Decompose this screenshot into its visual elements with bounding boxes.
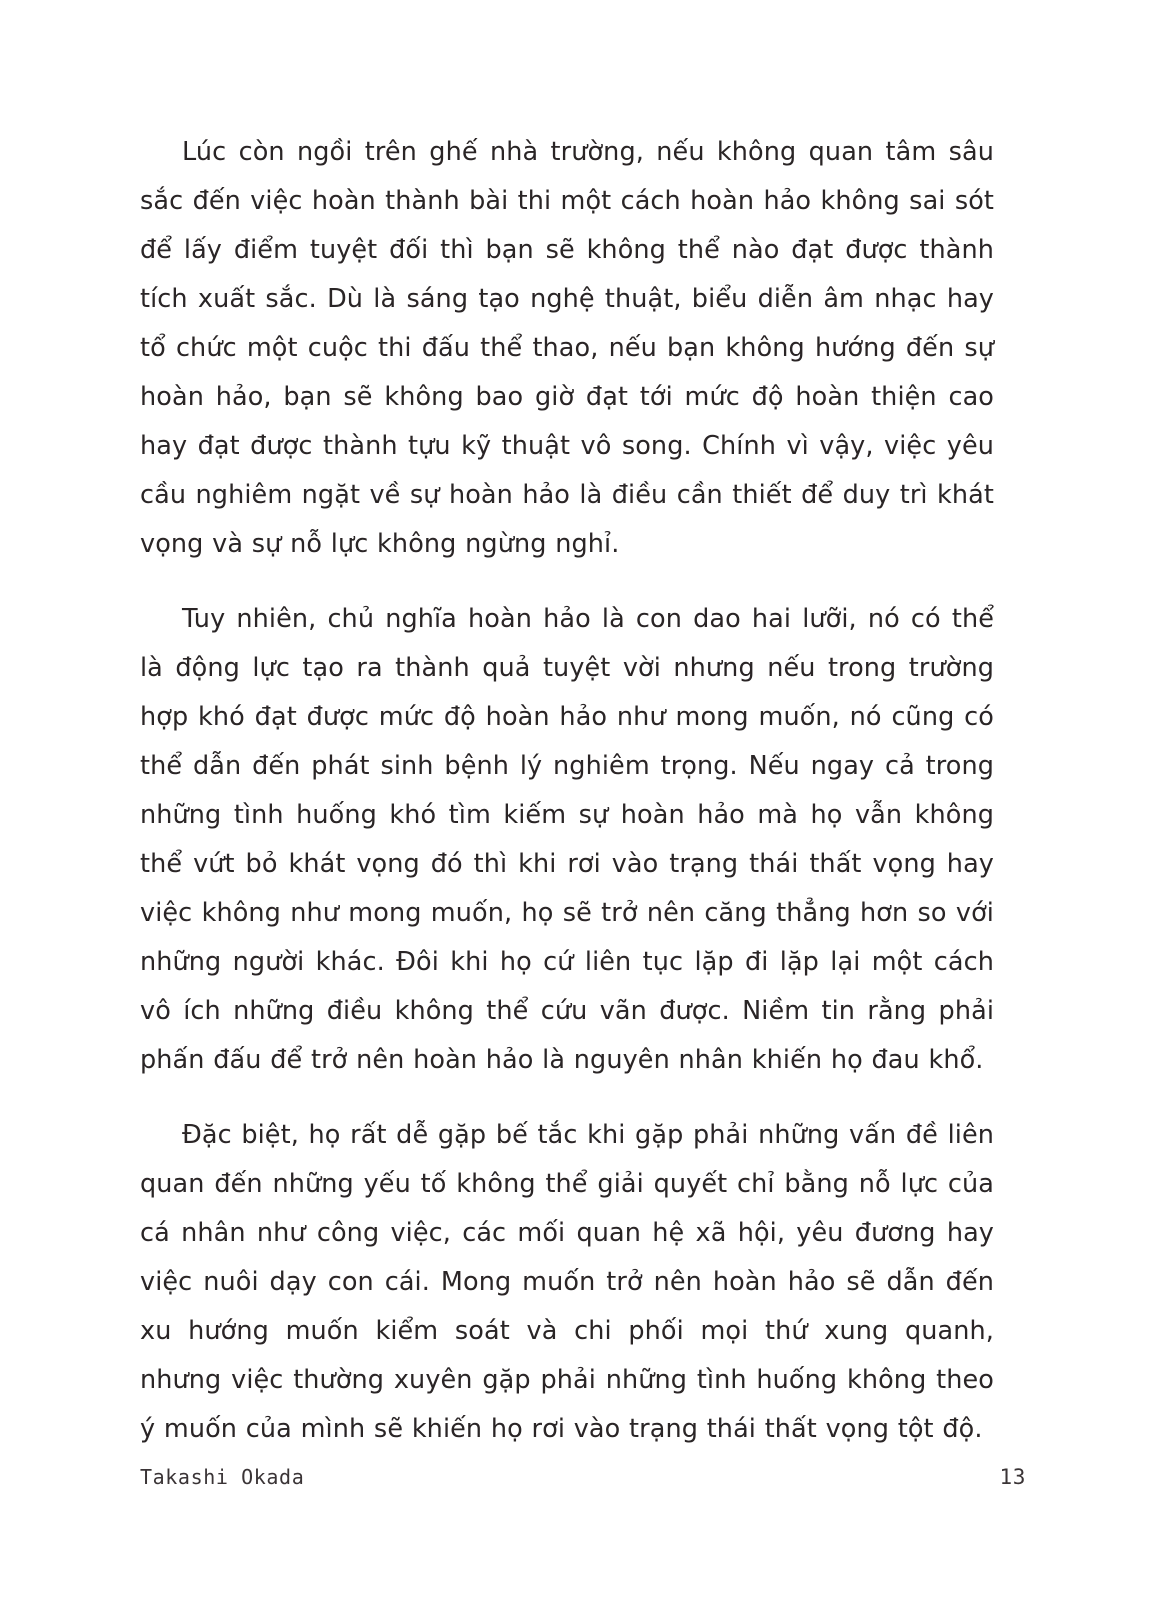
- paragraph: Tuy nhiên, chủ nghĩa hoàn hảo là con dao hai lưỡi, nó có thể là động lực tạo ra thành quả tuyệt vời nhưng nếu trong trường hợp khó đạt được mức độ hoàn hảo như mong muốn, nó cũng có thể dẫn đến phát sinh bệnh lý nghiêm trọng. Nếu ngay cả trong những tình huống khó tìm kiếm sự hoàn hảo mà họ vẫn không thể vứt bỏ khát vọng đó thì khi rơi vào trạng thái thất vọng hay việc không như mong muốn, họ sẽ trở nên căng thẳng hơn so với những người khác. Đôi khi họ cứ liên tục lặp đi lặp lại một cách vô ích những điều không thể cứu vãn được. Niềm tin rằng phải phấn đấu để trở nên hoàn hảo là nguyên nhân khiến họ đau khổ.: [140, 604, 994, 1075]
- page-footer: [140, 1465, 1026, 1489]
- paragraph: Lúc còn ngồi trên ghế nhà trường, nếu không quan tâm sâu sắc đến việc hoàn thành bài thi một cách hoàn hảo không sai sót để lấy điểm tuyệt đối thì bạn sẽ không thể nào đạt được thành tích xuất sắc. Dù là sáng tạo nghệ thuật, biểu diễn âm nhạc hay tổ chức một cuộc thi đấu thể thao, nếu bạn không hướng đến sự hoàn hảo, bạn sẽ không bao giờ đạt tới mức độ hoàn thiện cao hay đạt được thành tựu kỹ thuật vô song. Chính vì vậy, việc yêu cầu nghiêm ngặt về sự hoàn hảo là điều cần thiết để duy trì khát vọng và sự nỗ lực không ngừng nghỉ.: [140, 137, 994, 559]
- page-number: 13: [999, 1465, 1026, 1489]
- page-body: [140, 128, 994, 1454]
- footer-author: Takashi Okada: [140, 1465, 305, 1489]
- paragraph: Đặc biệt, họ rất dễ gặp bế tắc khi gặp phải những vấn đề liên quan đến những yếu tố không thể giải quyết chỉ bằng nỗ lực của cá nhân như công việc, các mối quan hệ xã hội, yêu đương hay việc nuôi dạy con cái. Mong muốn trở nên hoàn hảo sẽ dẫn đến xu hướng muốn kiểm soát và chi phối mọi thứ xung quanh, nhưng việc thường xuyên gặp phải những tình huống không theo ý muốn của mình sẽ khiến họ rơi vào trạng thái thất vọng tột độ.: [140, 1120, 994, 1444]
